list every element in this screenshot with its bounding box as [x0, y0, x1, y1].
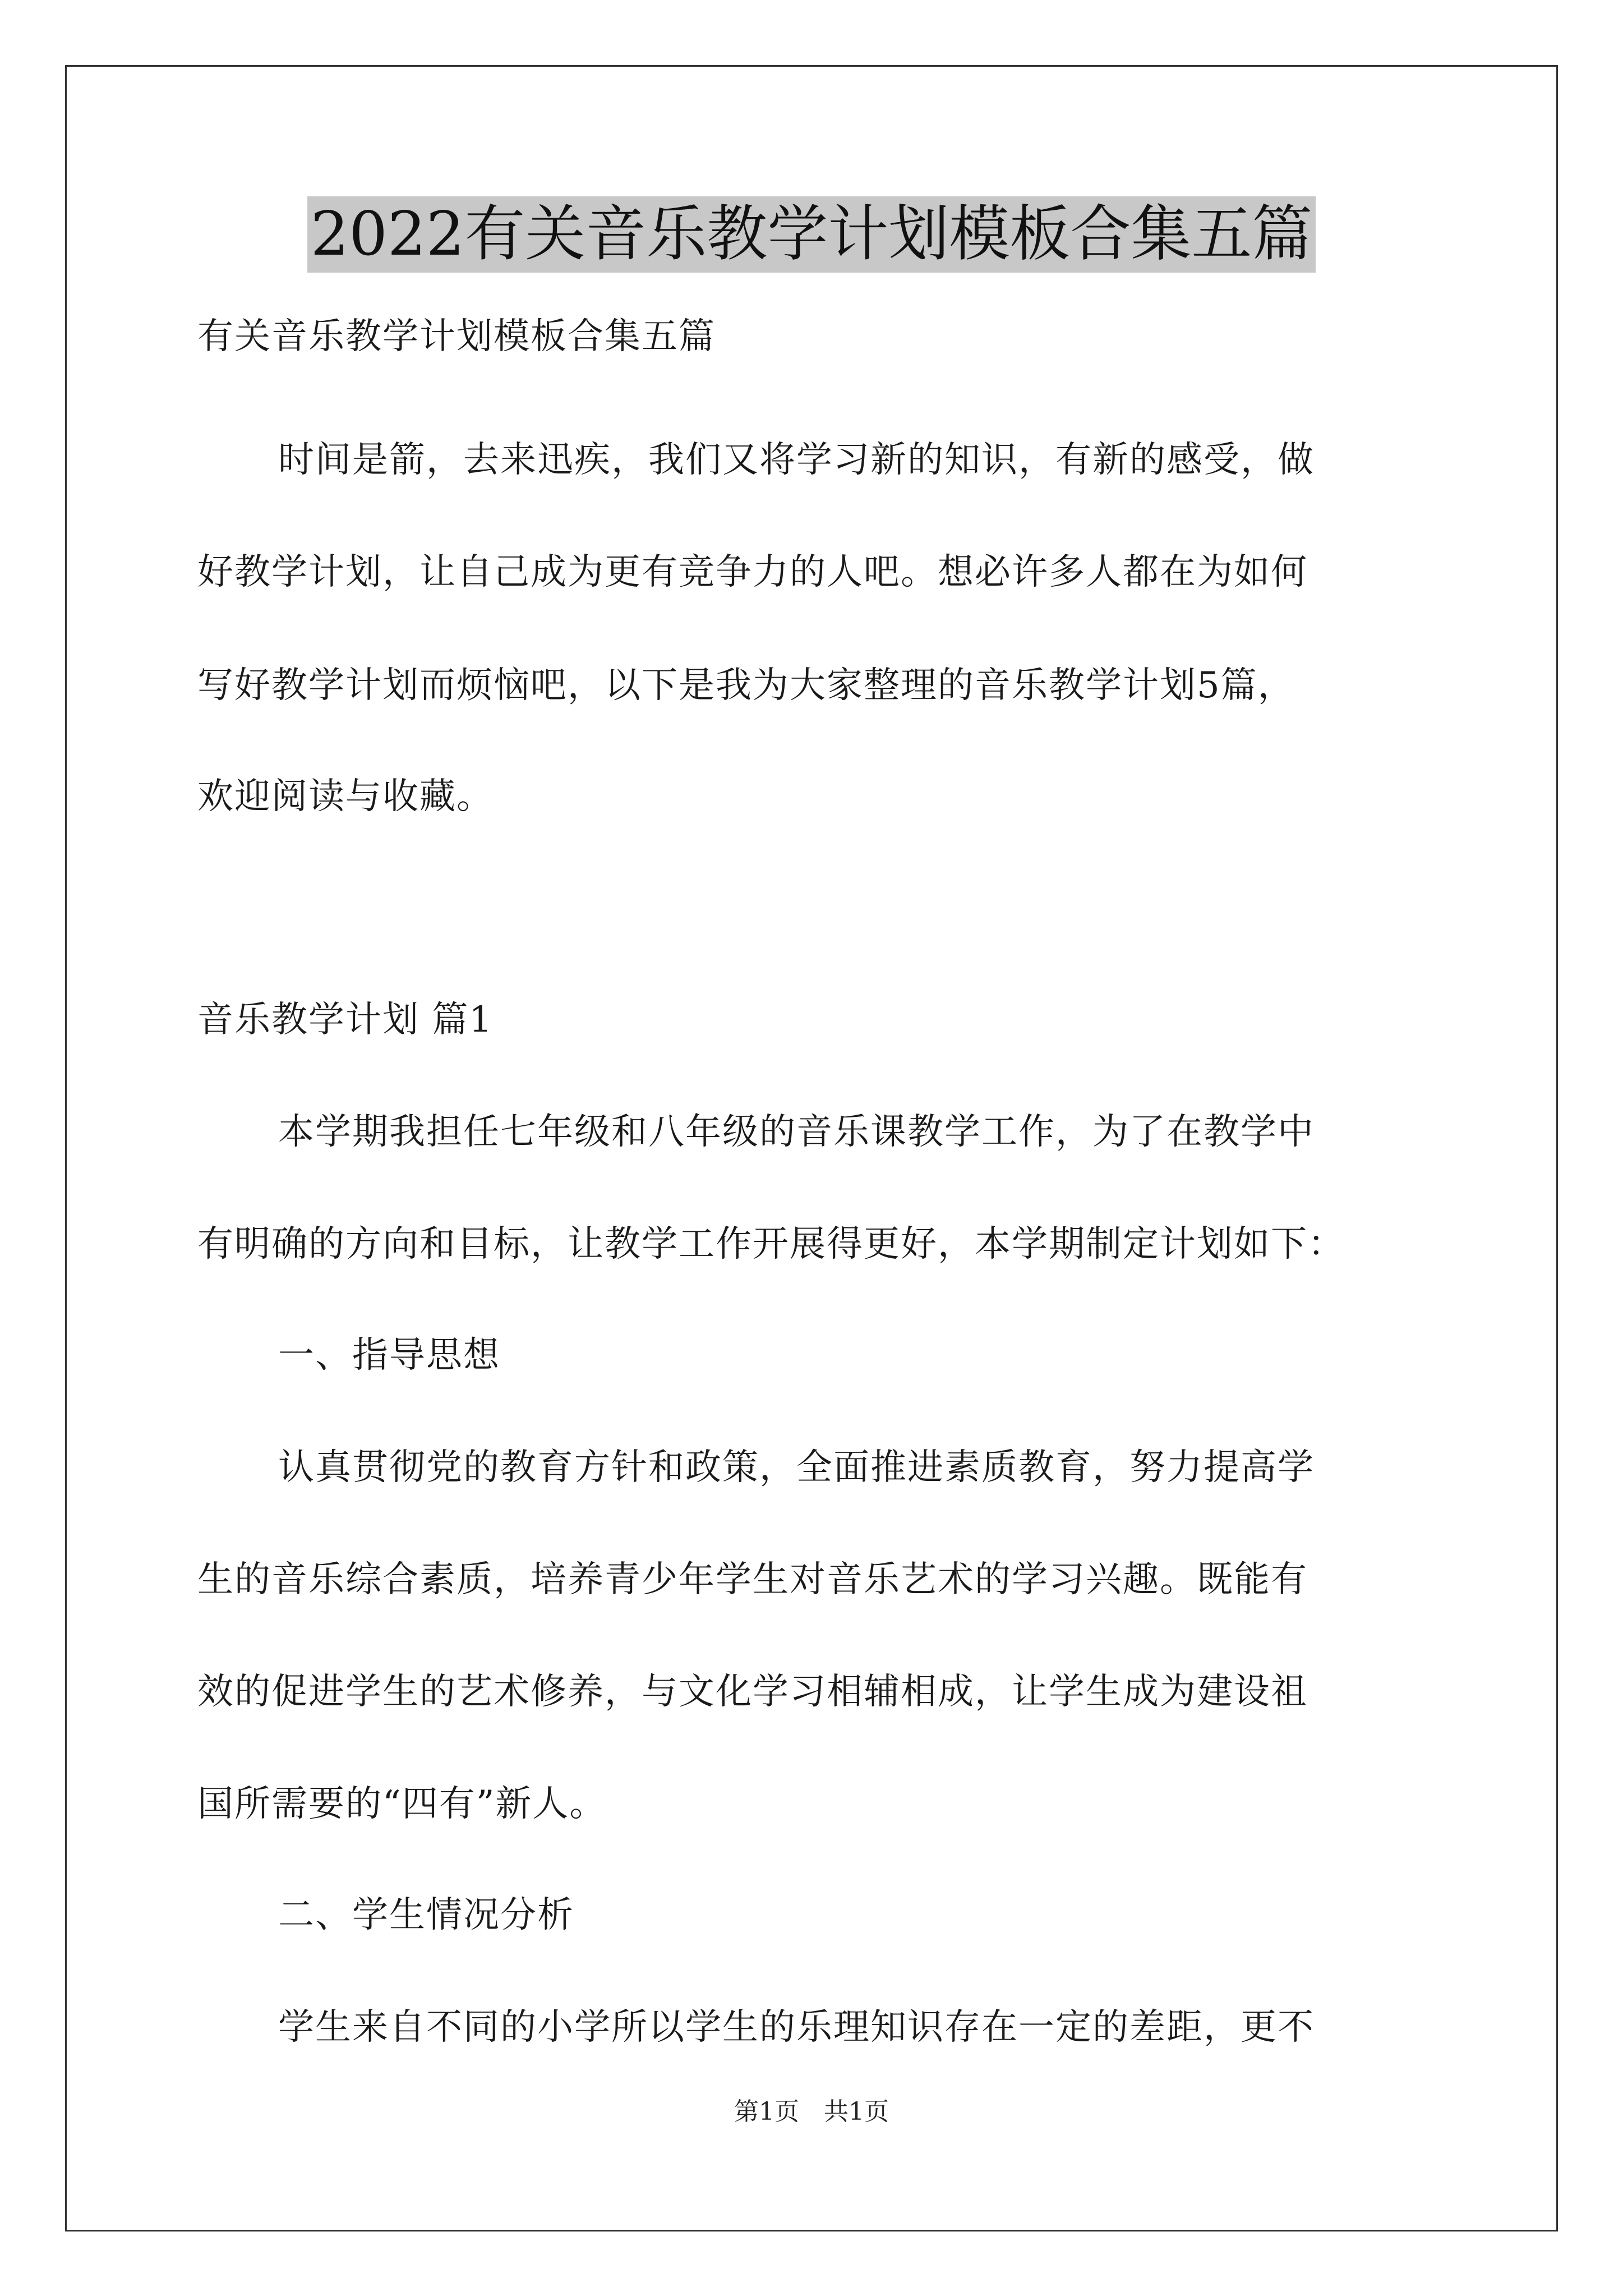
- document-title: 2022有关音乐教学计划模板合集五篇: [307, 196, 1316, 273]
- paragraph-line: 有明确的方向和目标，让教学工作开展得更好，本学期制定计划如下：: [197, 1223, 1345, 1265]
- page-footer: 第1页 共1页: [734, 2097, 889, 2126]
- document-subtitle: 有关音乐教学计划模板合集五篇: [197, 316, 716, 357]
- subheading-guiding-ideology: 一、指导思想: [278, 1335, 500, 1376]
- paragraph-line: 学生来自不同的小学所以学生的乐理知识存在一定的差距，更不: [278, 2007, 1315, 2048]
- section-heading: 音乐教学计划 篇1: [197, 999, 494, 1041]
- intro-line: 欢迎阅读与收藏。: [197, 776, 494, 817]
- paragraph-line: 效的促进学生的艺术修养，与文化学习相辅相成，让学生成为建设祖: [197, 1671, 1308, 1713]
- title-block: [0, 196, 1623, 273]
- paragraph-line: 国所需要的“四有”新人。: [197, 1783, 607, 1825]
- subheading-student-analysis: 二、学生情况分析: [278, 1894, 574, 1936]
- intro-line: 好教学计划，让自己成为更有竞争力的人吧。想必许多人都在为如何: [197, 551, 1308, 593]
- paragraph-line: 生的音乐综合素质，培养青少年学生对音乐艺术的学习兴趣。既能有: [197, 1559, 1308, 1600]
- paragraph-line: 认真贯彻党的教育方针和政策，全面推进素质教育，努力提高学: [278, 1447, 1315, 1488]
- intro-line: 写好教学计划而烦恼吧，以下是我为大家整理的音乐教学计划5篇，: [197, 665, 1295, 706]
- intro-line: 时间是箭，去来迅疾，我们又将学习新的知识，有新的感受，做: [278, 439, 1315, 481]
- paragraph-line: 本学期我担任七年级和八年级的音乐课教学工作，为了在教学中: [278, 1111, 1315, 1153]
